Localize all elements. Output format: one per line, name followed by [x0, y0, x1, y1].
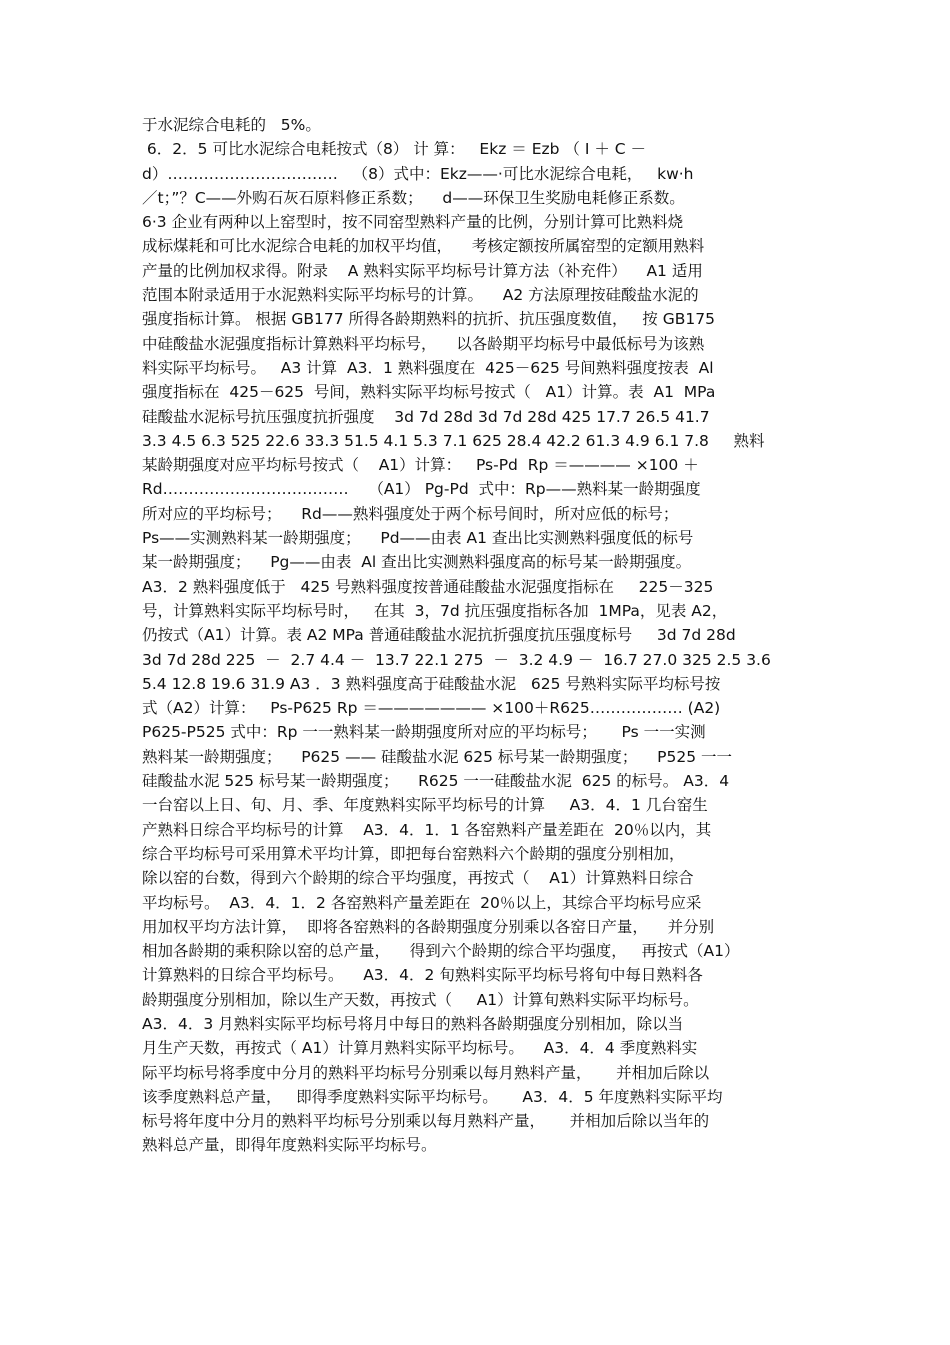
text-line: 产熟料日综合平均标号的计算 A3．4．1．1 各窑熟料产量差距在 20％以内，其	[142, 820, 712, 839]
text-line: 硅酸盐水泥标号抗压强度抗折强度 3d 7d 28d 3d 7d 28d 425 17.7 26.5 41.7	[142, 407, 710, 426]
text-line: 用加权平均方法计算， 即将各窑熟料的各龄期强度分别乘以各窑日产量， 并分别	[142, 917, 715, 936]
text-line: 际平均标号将季度中分月的熟料平均标号分别乘以每月熟料产量， 并相加后除以	[142, 1063, 710, 1082]
text-line: 该季度熟料总产量， 即得季度熟料实际平均标号。 A3．4．5 年度熟料实际平均	[142, 1087, 723, 1106]
text-line: 成标煤耗和可比水泥综合电耗的加权平均值， 考核定额按所属窑型的定额用熟料	[142, 237, 705, 256]
text-line: 龄期强度分别相加，除以生产天数，再按式（ A1）计算旬熟料实际平均标号。	[142, 990, 699, 1009]
text-line: A3．4．3 月熟料实际平均标号将月中每日的熟料各龄期强度分别相加，除以当	[142, 1014, 684, 1033]
text-line: 硅酸盐水泥 525 标号某一龄期强度； R625 一一硅酸盐水泥 625 的标号。 A3．4	[142, 772, 730, 791]
text-line: 6．2．5 可比水泥综合电耗按式（8） 计 算： Ekz ＝ Ezb （ I ＋ C －	[142, 140, 646, 159]
text-line: 6·3 企业有两种以上窑型时，按不同窑型熟料产量的比例，分别计算可比熟料烧	[142, 213, 684, 232]
text-line: 仍按式（A1）计算。表 A2 MPa 普通硅酸盐水泥抗折强度抗压强度标号 3d 7d 28d	[142, 626, 736, 645]
text-line: 产量的比例加权求得。附录 A 熟料实际平均标号计算方法（补充件） A1 适用	[142, 261, 703, 280]
text-line: 月生产天数，再按式（ A1）计算月熟料实际平均标号。 A3．4．4 季度熟料实	[142, 1039, 698, 1058]
text-line: 熟料某一龄期强度； P625 —— 硅酸盐水泥 625 标号某一龄期强度； P525 一一	[142, 747, 733, 766]
text-line: 中硅酸盐水泥强度指标计算熟料平均标号， 以各龄期平均标号中最低标号为该熟	[142, 334, 705, 353]
text-line: 式（A2）计算： Ps-P625 Rp ＝——————— ×100＋R625……………… (A2)	[142, 699, 721, 718]
text-line: 某龄期强度对应平均标号按式（ A1）计算： Ps-Pd Rp ＝———— ×100 ＋	[142, 456, 699, 475]
text-line: 3d 7d 28d 225 － 2.7 4.4 － 13.7 22.1 275 － 3.2 4.9 － 16.7 27.0 325 2.5 3.6	[142, 650, 771, 669]
text-line: 3.3 4.5 6.3 525 22.6 33.3 51.5 4.1 5.3 7.1 625 28.4 42.2 61.3 4.9 6.1 7.8 熟料	[142, 431, 765, 450]
text-line: d）…………………………… （8）式中：Ekz——·可比水泥综合电耗， kw·h	[142, 164, 694, 183]
text-line: 熟料总产量，即得年度熟料实际平均标号。	[142, 1136, 437, 1155]
text-line: 一台窑以上日、旬、月、季、年度熟料实际平均标号的计算 A3．4．1 几台窑生	[142, 796, 708, 815]
text-line: 所对应的平均标号； Rd——熟料强度处于两个标号间时，所对应低的标号；	[142, 504, 679, 523]
text-line: 相加各龄期的乘积除以窑的总产量， 得到六个龄期的综合平均强度， 再按式（A1）	[142, 942, 740, 961]
body-text	[142, 113, 822, 1158]
text-line: 除以窑的台数，得到六个龄期的综合平均强度，再按式（ A1）计算熟料日综合	[142, 869, 694, 888]
text-line: 料实际平均标号。 A3 计算 A3．1 熟料强度在 425－625 号间熟料强度按表 Al	[142, 358, 714, 377]
text-line: 某一龄期强度； Pg——由表 Al 查出比实测熟料强度高的标号某一龄期强度。	[142, 553, 692, 572]
text-line: Ps——实测熟料某一龄期强度； Pd——由表 A1 查出比实测熟料强度低的标号	[142, 529, 694, 548]
text-line: Rd……………………………… （A1） Pg-Pd 式中：Rp——熟料某一龄期强度	[142, 480, 701, 499]
text-line: 范围本附录适用于水泥熟料实际平均标号的计算。 A2 方法原理按硅酸盐水泥的	[142, 286, 699, 305]
text-line: 强度指标计算。 根据 GB177 所得各龄期熟料的抗折、抗压强度数值， 按 GB175	[142, 310, 715, 329]
text-line: A3．2 熟料强度低于 425 号熟料强度按普通硅酸盐水泥强度指标在 225－325	[142, 577, 714, 596]
text-line: 综合平均标号可采用算术平均计算，即把每台窑熟料六个龄期的强度分别相加，	[142, 844, 685, 863]
text-line: 号，计算熟料实际平均标号时， 在其 3，7d 抗压强度指标各加 1MPa，见表 A2，	[142, 601, 728, 620]
text-line: 强度指标在 425－625 号间，熟料实际平均标号按式（ A1）计算。表 A1 MPa	[142, 383, 716, 402]
text-line: ／t；”？C——外购石灰石原料修正系数； d——环保卫生奖励电耗修正系数。	[142, 188, 685, 207]
text-line: 标号将年度中分月的熟料平均标号分别乘以每月熟料产量， 并相加后除以当年的	[142, 1112, 710, 1131]
text-line: 平均标号。 A3．4．1．2 各窑熟料产量差距在 20％以上，其综合平均标号应采	[142, 893, 702, 912]
text-line: 计算熟料的日综合平均标号。 A3．4．2 旬熟料实际平均标号将旬中每日熟料各	[142, 966, 703, 985]
text-line: P625-P525 式中：Rp 一一熟料某一龄期强度所对应的平均标号； Ps 一一实测	[142, 723, 706, 742]
text-line: 5.4 12.8 19.6 31.9 A3 ．3 熟料强度高于硅酸盐水泥 625 号熟料实际平均标号按	[142, 674, 721, 693]
text-line: 于水泥综合电耗的 5%。	[142, 116, 321, 134]
